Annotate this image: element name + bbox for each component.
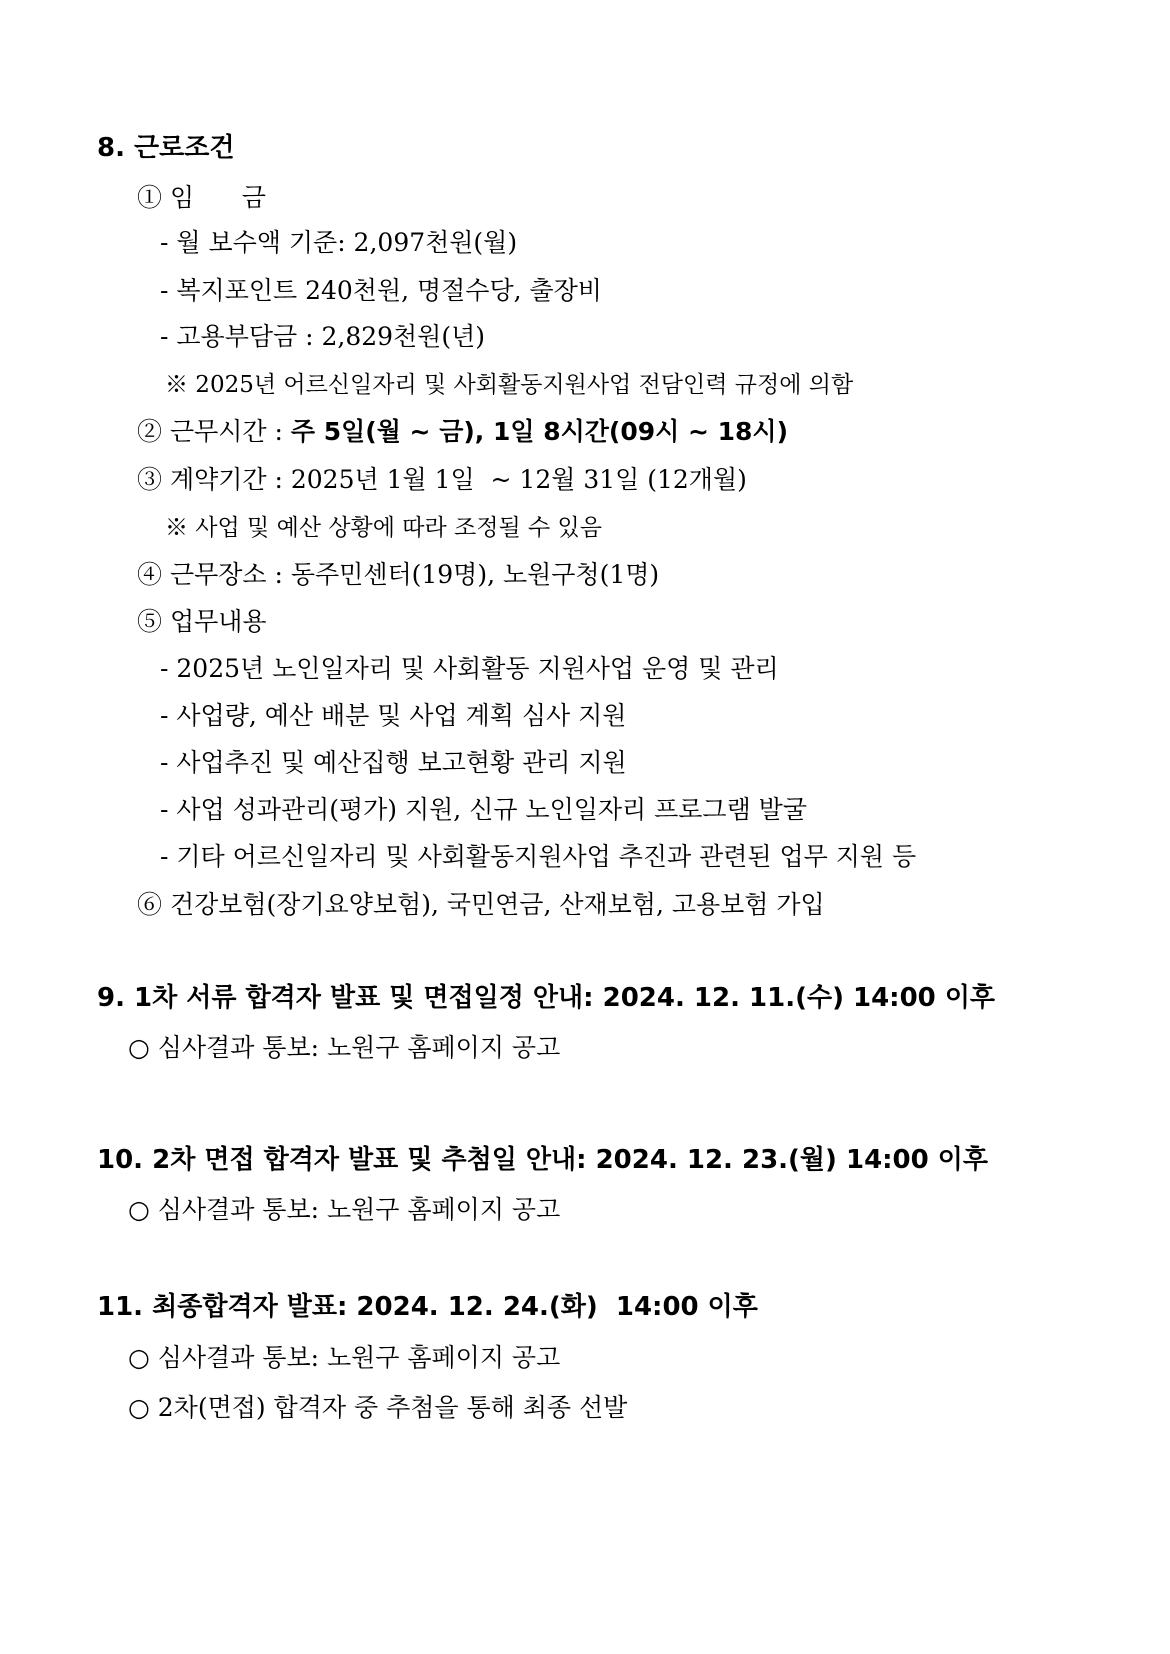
wage-item: - 월 보수액 기준: 2,097천원(월) [160,228,518,257]
wage-item: - 복지포인트 240천원, 명절수당, 출장비 [160,276,602,305]
section-10-heading: 10. 2차 면접 합격자 발표 및 추첨일 안내: 2024. 12. 23.(월) 14:00 이후 [97,1145,989,1175]
duty-item: - 사업 성과관리(평가) 지원, 신규 노인일자리 프로그램 발굴 [160,795,807,824]
duties-heading: ⑤ 업무내용 [137,607,267,636]
section-11-item: ○ 심사결과 통보: 노원구 홈페이지 공고 [128,1343,561,1372]
wage-note: ※ 2025년 어르신일자리 및 사회활동지원사업 전담인력 규정에 의함 [165,372,854,398]
section-10-item: ○ 심사결과 통보: 노원구 홈페이지 공고 [128,1195,561,1224]
work-hours-label: ② 근무시간 : [137,417,291,446]
work-place: ④ 근무장소 : 동주민센터(19명), 노원구청(1명) [137,560,660,589]
contract-note: ※ 사업 및 예산 상황에 따라 조정될 수 있음 [165,515,602,541]
section-11-heading: 11. 최종합격자 발표: 2024. 12. 24.(화) 14:00 이후 [97,1292,758,1322]
work-hours-value: 주 5일(월 ~ 금), 1일 8시간(09시 ~ 18시) [290,417,789,446]
duty-item: - 사업추진 및 예산집행 보고현황 관리 지원 [160,748,627,777]
section-11-item: ○ 2차(면접) 합격자 중 추첨을 통해 최종 선발 [128,1393,628,1422]
wage-heading: ① 임 금 [137,183,266,212]
duty-item: - 사업량, 예산 배분 및 사업 계획 심사 지원 [160,701,627,730]
duty-item: - 2025년 노인일자리 및 사회활동 지원사업 운영 및 관리 [160,654,779,683]
insurance: ⑥ 건강보험(장기요양보험), 국민연금, 산재보험, 고용보험 가입 [137,890,825,919]
duty-item: - 기타 어르신일자리 및 사회활동지원사업 추진과 관련된 업무 지원 등 [160,842,917,871]
section-9-heading: 9. 1차 서류 합격자 발표 및 면접일정 안내: 2024. 12. 11.(수) 14:00 이후 [97,983,996,1013]
section-9-item: ○ 심사결과 통보: 노원구 홈페이지 공고 [128,1033,561,1062]
contract-period: ③ 계약기간 : 2025년 1월 1일 ~ 12월 31일 (12개월) [137,465,747,494]
work-hours [137,417,788,447]
section-8-heading: 8. 근로조건 [97,133,235,163]
wage-item: - 고용부담금 : 2,829천원(년) [160,322,485,351]
